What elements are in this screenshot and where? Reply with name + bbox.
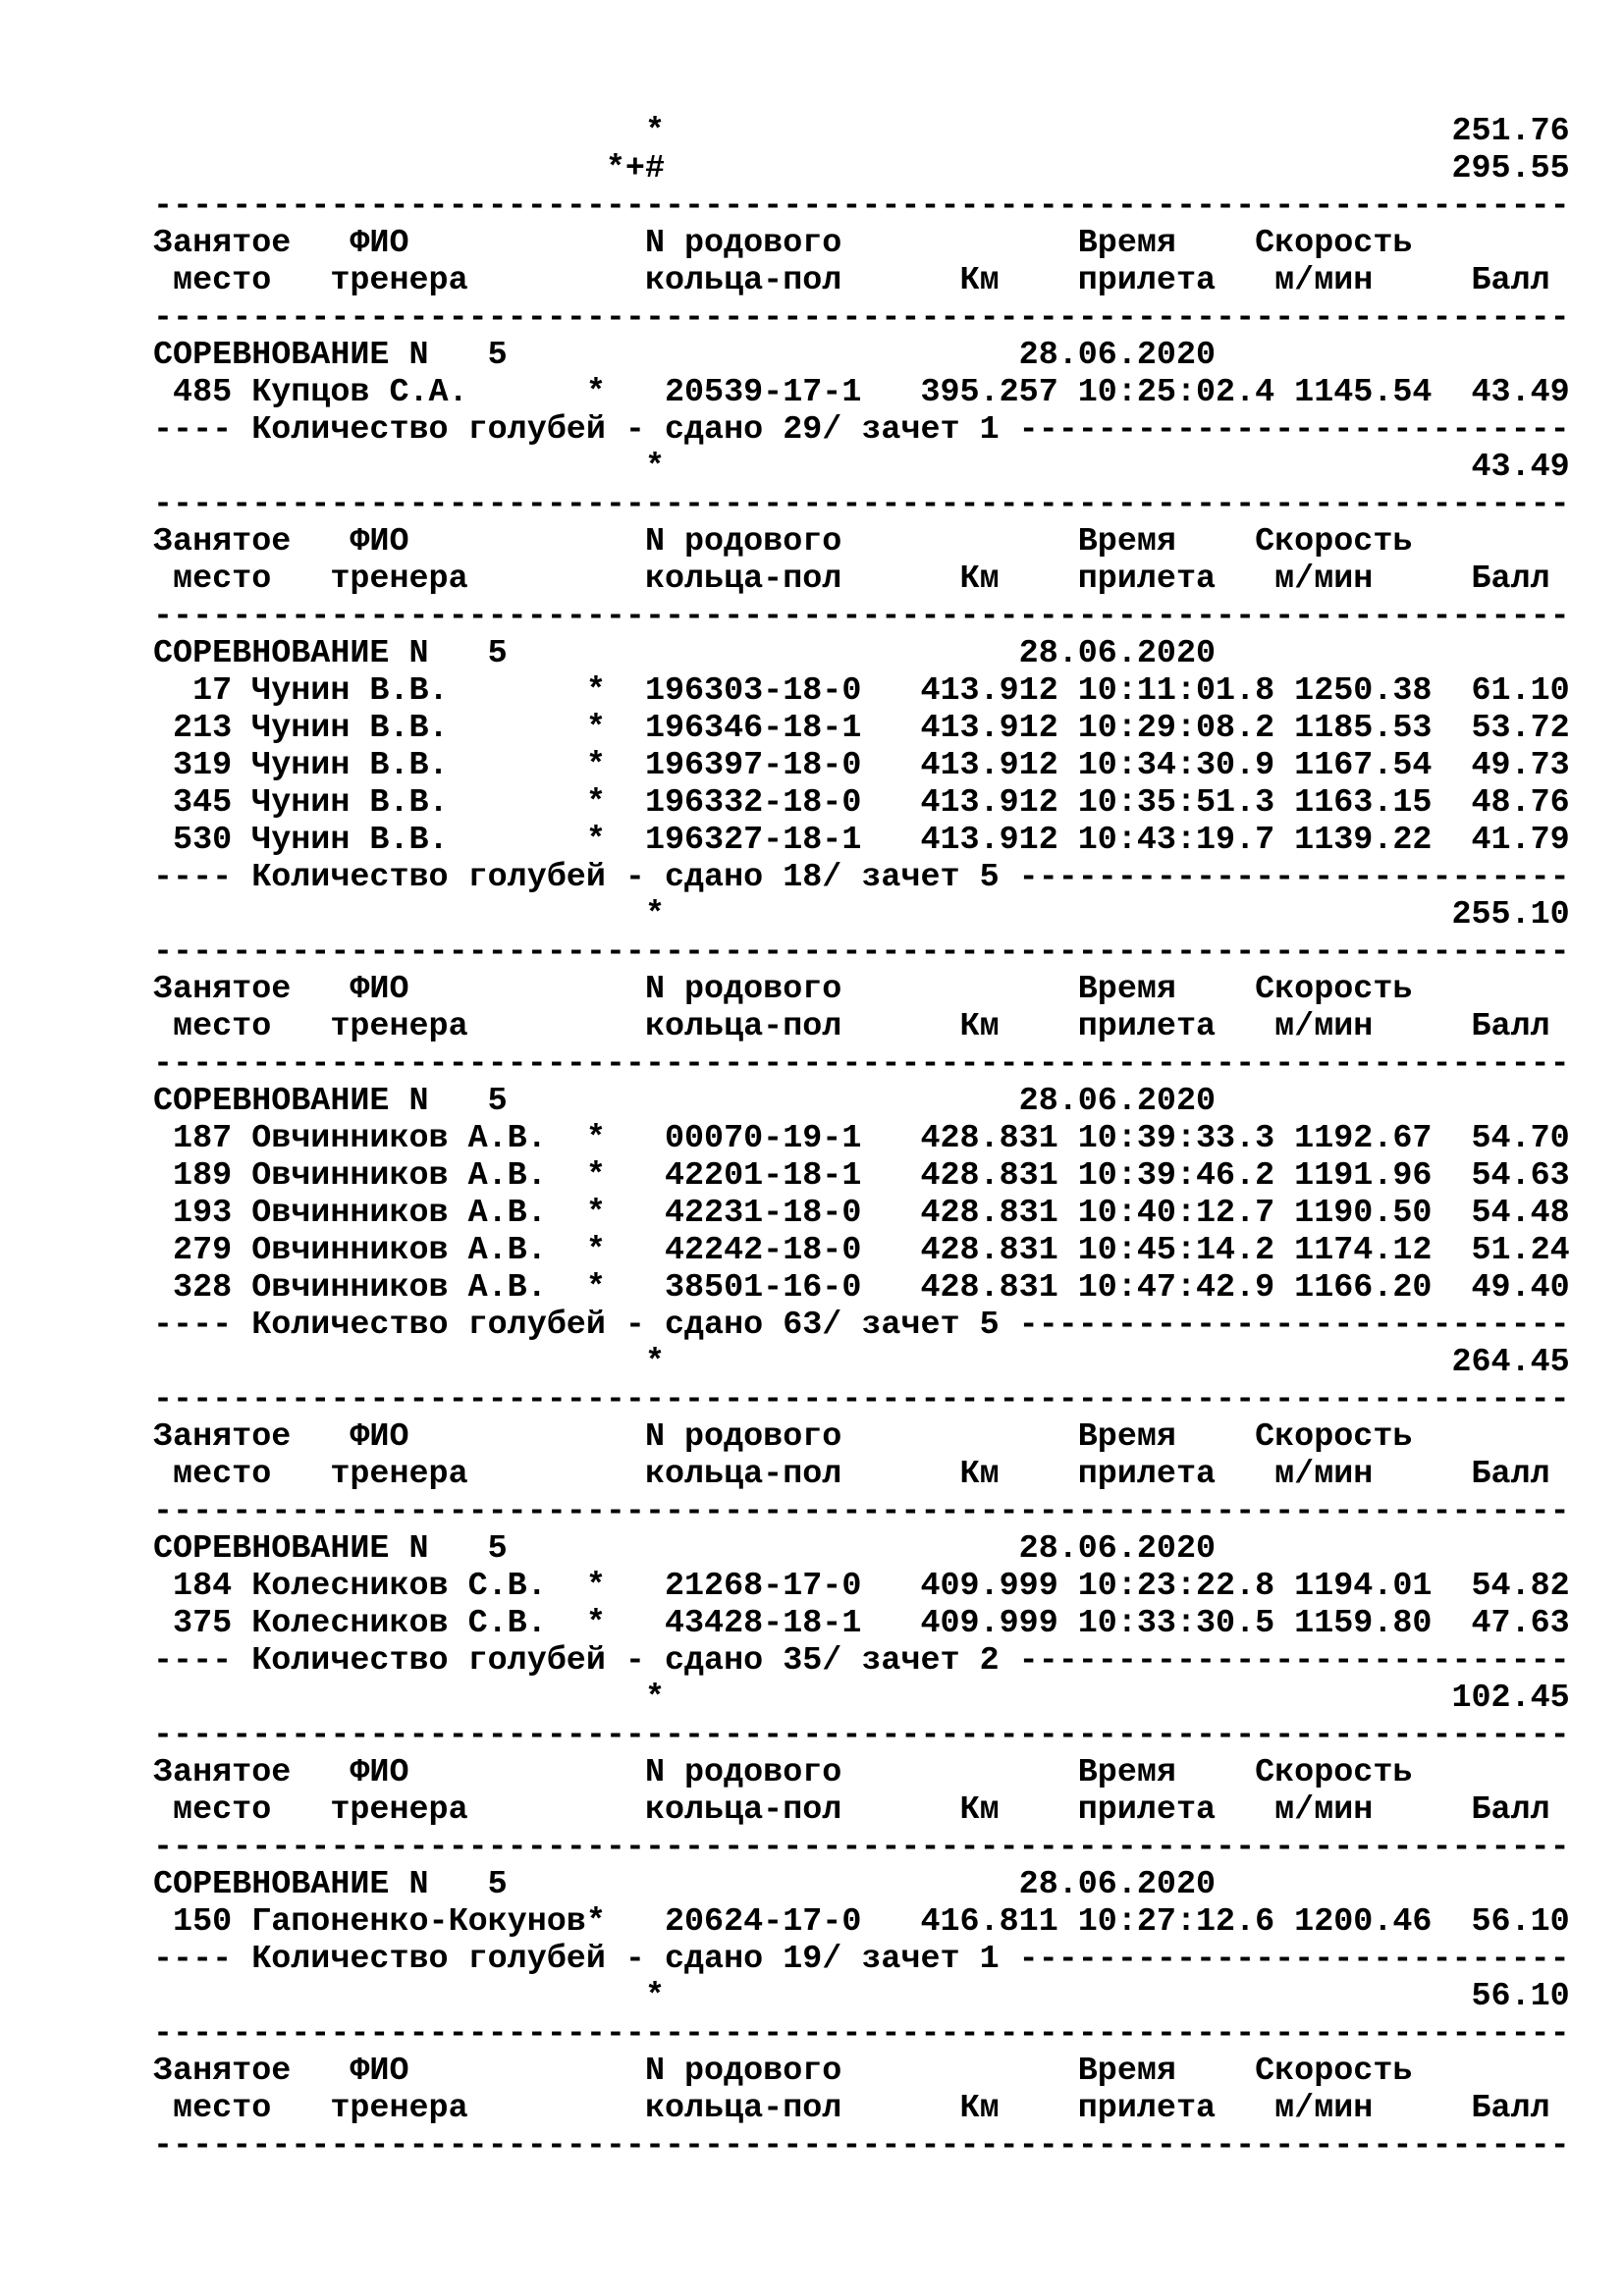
result-row: 150 Гапоненко-Кокунов* 20624-17-0 416.811 10:27:12.6 1200.46 56.10 (153, 1903, 1570, 1941)
table-header-row-2: место тренера кольца-пол Км прилета м/мин Балл (153, 1008, 1550, 1045)
table-header-row-1: Занятое ФИО N родового Время Скорость (153, 2053, 1413, 2090)
subtotal-line: * 251.76 (153, 113, 1570, 150)
count-summary-line: ---- Количество голубей - сдано 63/ зачет 5 ---------------------------- (153, 1307, 1570, 1344)
result-row: 345 Чунин В.В. * 196332-18-0 413.912 10:35:51.3 1163.15 48.76 (153, 784, 1570, 822)
table-header-row-1: Занятое ФИО N родового Время Скорость (153, 1418, 1413, 1456)
result-row: 213 Чунин В.В. * 196346-18-1 413.912 10:29:08.2 1185.53 53.72 (153, 710, 1570, 747)
competition-heading: СОРЕВНОВАНИЕ N 5 28.06.2020 (153, 635, 1217, 672)
separator-line: ------------------------------------------------------------------------ (153, 1829, 1570, 1866)
subtotal-line: *+# 295.55 (153, 150, 1570, 187)
competition-heading: СОРЕВНОВАНИЕ N 5 28.06.2020 (153, 1083, 1217, 1120)
result-row: 530 Чунин В.В. * 196327-18-1 413.912 10:43:19.7 1139.22 41.79 (153, 822, 1570, 859)
table-header-row-2: место тренера кольца-пол Км прилета м/мин Балл (153, 561, 1550, 598)
separator-line: ------------------------------------------------------------------------ (153, 2127, 1570, 2164)
result-row: 375 Колесников С.В. * 43428-18-1 409.999 10:33:30.5 1159.80 47.63 (153, 1605, 1570, 1642)
result-row: 17 Чунин В.В. * 196303-18-0 413.912 10:11:01.8 1250.38 61.10 (153, 672, 1570, 710)
count-summary-line: ---- Количество голубей - сдано 29/ зачет 1 ---------------------------- (153, 411, 1570, 449)
result-row: 184 Колесников С.В. * 21268-17-0 409.999 10:23:22.8 1194.01 54.82 (153, 1568, 1570, 1605)
table-header-row-1: Занятое ФИО N родового Время Скорость (153, 225, 1413, 262)
result-row: 485 Купцов С.А. * 20539-17-1 395.257 10:25:02.4 1145.54 43.49 (153, 374, 1570, 411)
table-header-row-2: место тренера кольца-пол Км прилета м/мин Балл (153, 2090, 1550, 2127)
results-printout (153, 113, 1570, 2164)
table-header-row-1: Занятое ФИО N родового Время Скорость (153, 971, 1413, 1008)
table-header-row-1: Занятое ФИО N родового Время Скорость (153, 1754, 1413, 1791)
result-row: 189 Овчинников А.В. * 42201-18-1 428.831 10:39:46.2 1191.96 54.63 (153, 1157, 1570, 1195)
result-row: 328 Овчинников А.В. * 38501-16-0 428.831 10:47:42.9 1166.20 49.40 (153, 1269, 1570, 1307)
count-summary-line: ---- Количество голубей - сдано 19/ зачет 1 ---------------------------- (153, 1941, 1570, 1978)
separator-line: ------------------------------------------------------------------------ (153, 187, 1570, 225)
table-header-row-2: место тренера кольца-пол Км прилета м/мин Балл (153, 262, 1550, 299)
table-header-row-2: место тренера кольца-пол Км прилета м/мин Балл (153, 1456, 1550, 1493)
separator-line: ------------------------------------------------------------------------ (153, 1493, 1570, 1530)
separator-line: ------------------------------------------------------------------------ (153, 598, 1570, 635)
result-row: 193 Овчинников А.В. * 42231-18-0 428.831 10:40:12.7 1190.50 54.48 (153, 1195, 1570, 1232)
subtotal-line: * 255.10 (153, 896, 1570, 934)
separator-line: ------------------------------------------------------------------------ (153, 299, 1570, 337)
separator-line: ------------------------------------------------------------------------ (153, 486, 1570, 523)
separator-line: ------------------------------------------------------------------------ (153, 2015, 1570, 2053)
separator-line: ------------------------------------------------------------------------ (153, 1717, 1570, 1754)
competition-heading: СОРЕВНОВАНИЕ N 5 28.06.2020 (153, 337, 1217, 374)
table-header-row-1: Занятое ФИО N родового Время Скорость (153, 523, 1413, 561)
result-row: 279 Овчинников А.В. * 42242-18-0 428.831 10:45:14.2 1174.12 51.24 (153, 1232, 1570, 1269)
separator-line: ------------------------------------------------------------------------ (153, 1381, 1570, 1418)
subtotal-line: * 264.45 (153, 1344, 1570, 1381)
separator-line: ------------------------------------------------------------------------ (153, 1045, 1570, 1083)
competition-heading: СОРЕВНОВАНИЕ N 5 28.06.2020 (153, 1530, 1217, 1568)
result-row: 187 Овчинников А.В. * 00070-19-1 428.831 10:39:33.3 1192.67 54.70 (153, 1120, 1570, 1157)
subtotal-line: * 102.45 (153, 1680, 1570, 1717)
table-header-row-2: место тренера кольца-пол Км прилета м/мин Балл (153, 1791, 1550, 1829)
subtotal-line: * 56.10 (153, 1978, 1570, 2015)
count-summary-line: ---- Количество голубей - сдано 35/ зачет 2 ---------------------------- (153, 1642, 1570, 1680)
count-summary-line: ---- Количество голубей - сдано 18/ зачет 5 ---------------------------- (153, 859, 1570, 896)
separator-line: ------------------------------------------------------------------------ (153, 934, 1570, 971)
competition-heading: СОРЕВНОВАНИЕ N 5 28.06.2020 (153, 1866, 1217, 1903)
result-row: 319 Чунин В.В. * 196397-18-0 413.912 10:34:30.9 1167.54 49.73 (153, 747, 1570, 784)
subtotal-line: * 43.49 (153, 449, 1570, 486)
